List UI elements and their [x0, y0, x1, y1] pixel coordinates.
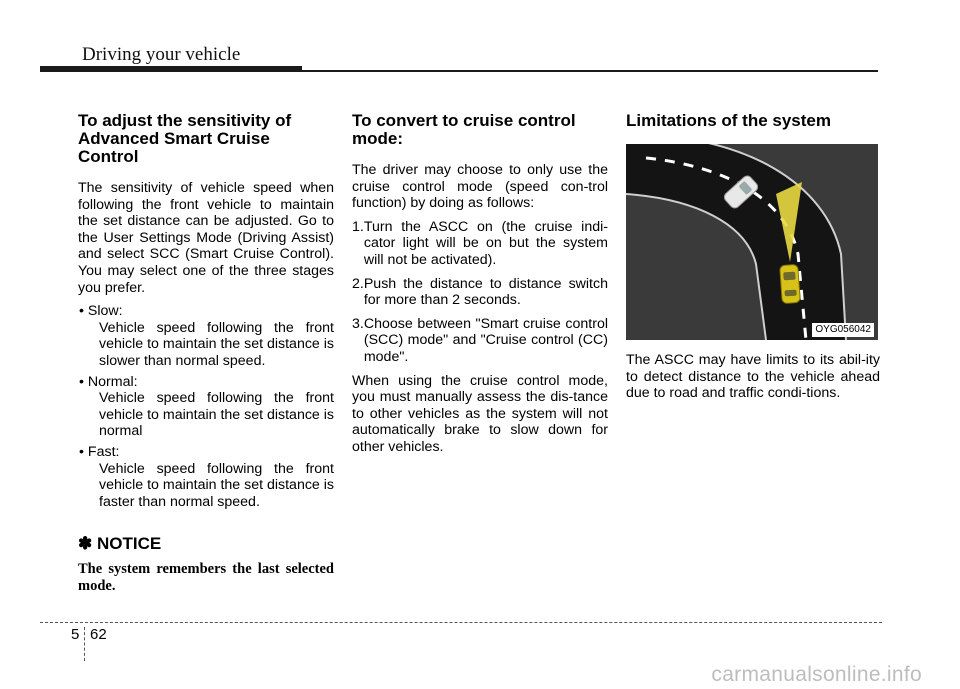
notice-text: The system remembers the last selected mode.	[78, 560, 334, 594]
page-number-divider	[84, 627, 85, 661]
list-item-slow	[78, 303, 334, 369]
step-item	[352, 276, 608, 309]
section-heading-limitations: Limitations of the system	[626, 111, 831, 130]
step-item	[352, 316, 608, 366]
figure-code: OYG056042	[812, 323, 874, 337]
cruise-mode-outro: When using the cruise control mode, you must manually assess the dis-tance to other vehicles as the system will not automatically brake to slow down for other vehicles.	[352, 372, 608, 455]
road-diagram-icon	[626, 144, 878, 340]
page-number: 62	[90, 626, 107, 643]
footer-rule	[40, 622, 882, 623]
section-heading-cruise-mode: To convert to cruise control mode:	[352, 111, 576, 148]
column-limitations	[626, 112, 880, 409]
step-number: 3.	[352, 315, 364, 332]
bullet-text: Vehicle speed following the front vehicle to maintain the set distance is faster than normal speed.	[99, 460, 335, 510]
curved-road-illustration	[626, 144, 878, 340]
header-rule-thick	[40, 66, 302, 72]
section-heading-sensitivity: To adjust the sensitivity of Advanced Smart Cruise Control	[78, 111, 292, 166]
bullet-text: Vehicle speed following the front vehicle to maintain the set distance is normal	[99, 390, 335, 440]
step-text: Choose between "Smart cruise control (SCC) mode" and "Cruise control (CC) mode".	[363, 315, 608, 365]
column-sensitivity	[78, 112, 334, 595]
header-title: Driving your vehicle	[82, 44, 241, 65]
notice-title: ✽ NOTICE	[78, 534, 162, 554]
step-item	[352, 219, 608, 269]
step-number: 2.	[352, 275, 364, 292]
column-cruise-mode	[352, 112, 608, 463]
bullet-label: • Fast:	[79, 443, 120, 460]
step-text: Push the distance to distance switch for more than 2 seconds.	[363, 275, 608, 309]
bullet-label: • Normal:	[79, 373, 138, 390]
header-rule-thin	[300, 70, 878, 72]
watermark: carmanualsonline.info	[711, 663, 922, 686]
sensitivity-intro: The sensitivity of vehicle speed when following the front vehicle to maintain the set distance can be adjusted. Go to the User Settings Mode (Driving Assist) and select SCC (Smart Cruise Control). You may select one of the three stages you prefer.	[78, 180, 334, 296]
bullet-text: Vehicle speed following the front vehicle to maintain the set distance is slower than normal speed.	[99, 319, 335, 369]
bullet-label: • Slow:	[79, 303, 123, 320]
list-item-normal	[78, 374, 334, 440]
list-item-fast	[78, 444, 334, 510]
chapter-number: 5	[71, 626, 80, 643]
step-text: Turn the ASCC on (the cruise indi-cator light will be on but the system will not be activated).	[363, 218, 608, 268]
cruise-mode-intro: The driver may choose to only use the cruise control mode (speed con-trol function) by doing as follows:	[352, 162, 608, 212]
limitations-text: The ASCC may have limits to its abil-ity to detect distance to the vehicle ahead due to road and traffic condi-tions.	[626, 352, 880, 402]
step-number: 1.	[352, 218, 364, 235]
